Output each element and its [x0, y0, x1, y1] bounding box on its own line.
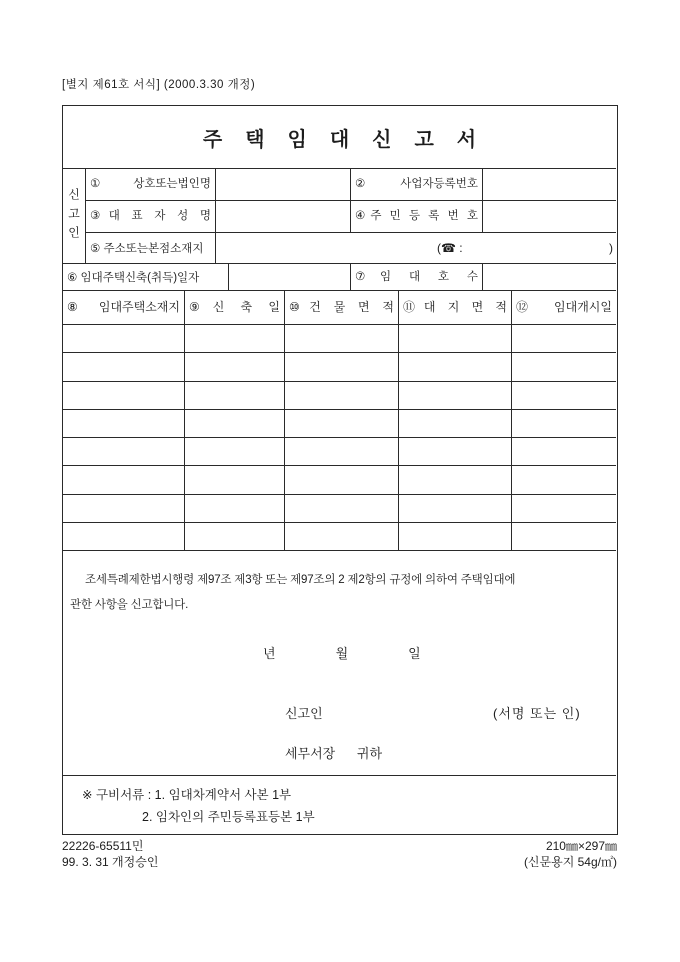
rental-table-cell[interactable]: [285, 325, 399, 352]
form-title: 주 택 임 대 신 고 서: [202, 128, 486, 151]
col-header-rental-start-date: ⑫임대개시일: [516, 300, 612, 314]
rental-table-cell[interactable]: [399, 410, 512, 437]
revision-approval: 99. 3. 31 개정승인: [62, 854, 159, 869]
acquisition-date-input[interactable]: [229, 264, 351, 290]
rental-table-body: [63, 325, 616, 551]
declaration-area: [63, 551, 616, 776]
form-outer-box: [62, 105, 618, 835]
form-reference: [별지 제61호 서식] (2000.3.30 개정): [62, 79, 256, 91]
rental-table-cell[interactable]: [512, 382, 616, 409]
rental-table-cell[interactable]: [63, 382, 185, 409]
signer-label: 신고인: [285, 706, 323, 721]
rental-table-cell[interactable]: [185, 382, 285, 409]
form-code: 22226-65511민: [62, 839, 144, 853]
rental-table-row: [63, 382, 616, 410]
rental-table-cell[interactable]: [399, 438, 512, 465]
phone-close-paren: ): [609, 241, 613, 255]
date-day-label: 일: [408, 646, 421, 661]
rental-table-cell[interactable]: [63, 325, 185, 352]
rental-table-cell[interactable]: [63, 495, 185, 522]
phone-icon: (☎ :: [437, 241, 463, 255]
rental-table-cell[interactable]: [185, 410, 285, 437]
rental-table-cell[interactable]: [185, 495, 285, 522]
rental-table-cell[interactable]: [285, 410, 399, 437]
address-label: ⑤ 주소또는본점소재지: [86, 233, 216, 263]
date-month-label: 월: [335, 646, 349, 661]
title-row: [63, 106, 616, 169]
info-row-3: [86, 233, 616, 264]
business-reg-no-label: ②사업자등록번호: [351, 169, 483, 200]
rental-table-cell[interactable]: [512, 353, 616, 380]
rental-table-row: [63, 325, 616, 353]
paper-spec: (신문용지 54g/㎡): [523, 854, 617, 869]
footer-left: [62, 839, 158, 870]
rental-table-cell[interactable]: [185, 353, 285, 380]
col-header-location: ⑧임대주택소재지: [63, 291, 185, 324]
rental-table-cell[interactable]: [285, 466, 399, 493]
rental-table-row: [63, 353, 616, 381]
rental-table-cell[interactable]: [285, 382, 399, 409]
rental-table-cell[interactable]: [512, 466, 616, 493]
info-row-2: [86, 201, 616, 233]
rental-table-cell[interactable]: [399, 353, 512, 380]
rental-table-cell[interactable]: [285, 438, 399, 465]
rental-table-cell[interactable]: [185, 466, 285, 493]
rental-table-cell[interactable]: [512, 410, 616, 437]
required-doc-line-2: 2. 임차인의 주민등록표등본 1부: [142, 810, 315, 824]
rental-units-label: ⑦임 대 호 수: [351, 264, 483, 290]
col-header-construction-date: ⑨신 축 일: [185, 291, 285, 324]
required-doc-line-1: ※ 구비서류 : 1. 임대차계약서 사본 1부: [82, 788, 292, 802]
rental-table-cell[interactable]: [63, 353, 185, 380]
col-header-land-area: ⑪대 지 면 적: [399, 291, 512, 324]
address-input[interactable]: [216, 233, 616, 263]
rental-table-header: [63, 291, 616, 325]
rental-table-cell[interactable]: [285, 495, 399, 522]
rental-table-cell[interactable]: [185, 325, 285, 352]
rental-table-cell[interactable]: [285, 523, 399, 550]
rental-table-cell[interactable]: [185, 523, 285, 550]
rental-table-row: [63, 438, 616, 466]
rental-table-row: [63, 466, 616, 494]
rental-table-cell[interactable]: [512, 523, 616, 550]
rental-table-cell[interactable]: [512, 438, 616, 465]
declaration-line-1: 조세특례제한법시행령 제97조 제3항 또는 제97조의 2 제2항의 규정에 의하여 주택임대에: [85, 574, 516, 586]
rental-table-row: [63, 523, 616, 551]
resident-reg-no-input[interactable]: [483, 201, 616, 232]
resident-reg-no-label: ④주 민 등 록 번 호: [351, 201, 483, 232]
info-row-4: [63, 264, 616, 291]
business-name-input[interactable]: [216, 169, 351, 200]
business-name-label: ①상호또는법인명: [86, 169, 216, 200]
representative-name-label: ③대 표 자 성 명: [86, 201, 216, 232]
rental-table-cell[interactable]: [399, 325, 512, 352]
rental-table-cell[interactable]: [185, 438, 285, 465]
rental-table-cell[interactable]: [512, 495, 616, 522]
rental-table-cell[interactable]: [512, 325, 616, 352]
date-line: [263, 643, 421, 662]
rental-table-cell[interactable]: [63, 523, 185, 550]
declarant-group-label: 신고인: [63, 169, 86, 264]
recipient-line: 세무서장 귀하: [285, 746, 383, 761]
rental-table-cell[interactable]: [63, 466, 185, 493]
paper-size: 210㎜×297㎜: [545, 839, 617, 853]
info-row-1: [86, 169, 616, 201]
date-year-label: 년: [263, 646, 276, 661]
acquisition-date-label: ⑥ 임대주택신축(취득)일자: [63, 264, 229, 290]
declaration-text: [70, 568, 612, 618]
rental-table-cell[interactable]: [63, 410, 185, 437]
representative-name-input[interactable]: [216, 201, 351, 232]
rental-table-cell[interactable]: [399, 495, 512, 522]
business-reg-no-input[interactable]: [483, 169, 616, 200]
rental-units-input[interactable]: [483, 264, 616, 290]
col-header-building-area: ⑩건 물 면 적: [285, 291, 399, 324]
rental-table-row: [63, 495, 616, 523]
required-documents-section: [63, 775, 616, 834]
phone-field[interactable]: [437, 233, 613, 263]
rental-table-cell[interactable]: [399, 523, 512, 550]
rental-table-row: [63, 410, 616, 438]
footer-right: [524, 839, 617, 870]
signature-note: (서명 또는 인): [493, 706, 581, 721]
rental-table-cell[interactable]: [63, 438, 185, 465]
rental-table-cell[interactable]: [285, 353, 399, 380]
declaration-line-2: 관한 사항을 신고합니다.: [70, 599, 189, 611]
rental-table-cell[interactable]: [399, 466, 512, 493]
rental-table-cell[interactable]: [399, 382, 512, 409]
